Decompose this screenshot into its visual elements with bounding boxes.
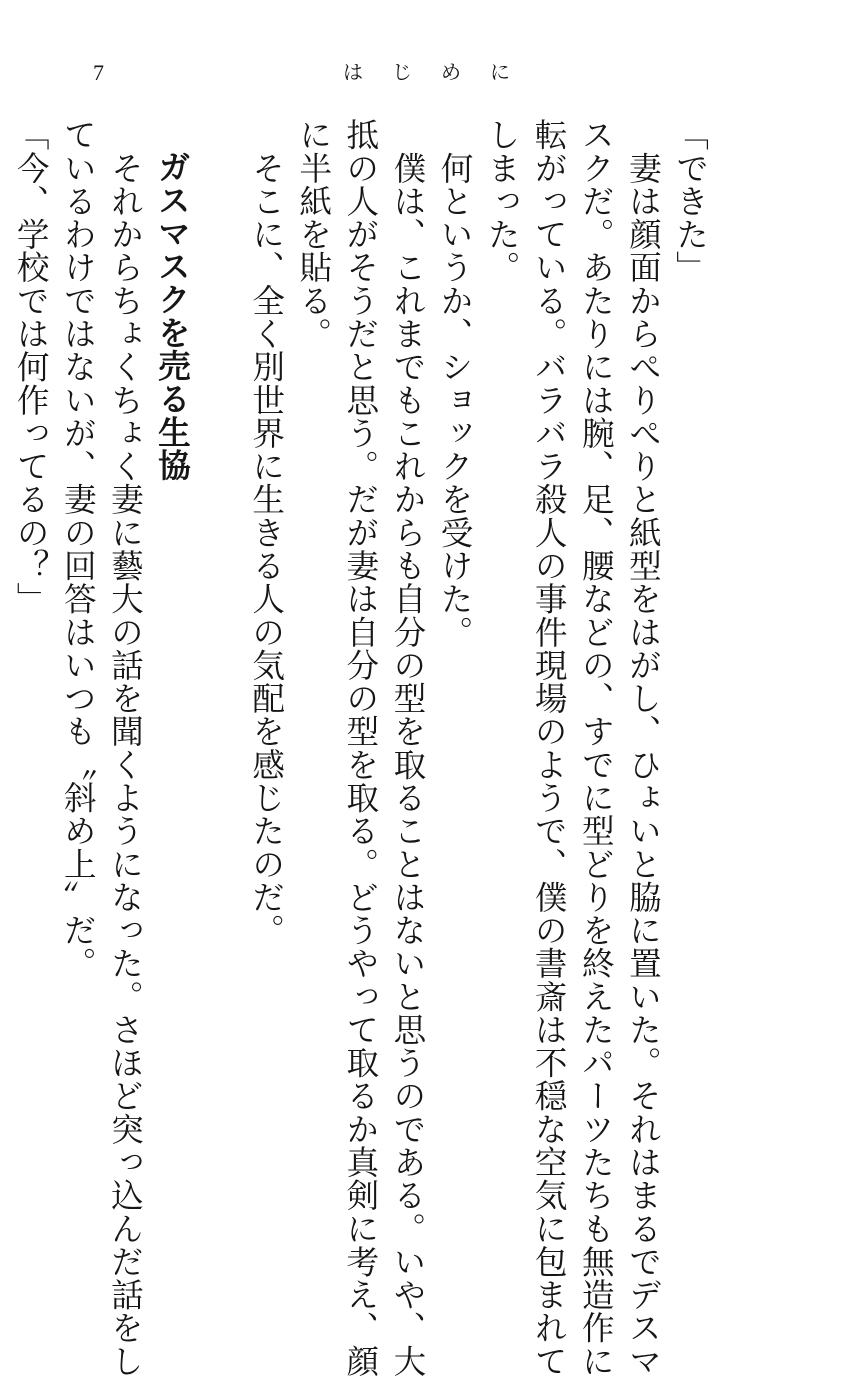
running-head: はじめに bbox=[343, 60, 539, 84]
text-line: そこに、全く別世界に生きる人の気配を感じたのだ。 bbox=[247, 118, 286, 947]
text-line: 妻は顔面からぺりぺりと紙型をはがし、ひょいと脇に置いた。それはまるでデスマ bbox=[623, 118, 662, 1377]
section-heading: ガスマスクを売る生協 bbox=[152, 150, 191, 482]
text-line: 「今、学校では何作ってるの？」 bbox=[11, 118, 50, 616]
text-line: に半紙を貼る。 bbox=[294, 118, 333, 350]
text-line: それからちょくちょく妻に藝大の話を聞くようになった。さほど突っ込んだ話をし bbox=[105, 118, 144, 1377]
text-line: ているわけではないが、妻の回答はいつも〝斜め上〟だ。 bbox=[58, 118, 97, 980]
text-line: 僕は、これまでもこれからも自分の型を取ることはないと思うのである。いや、大 bbox=[388, 118, 427, 1377]
page-number: 7 bbox=[93, 60, 104, 85]
text-line: スクだ。あたりには腕、足、腰などの、すでに型どりを終えたパーツたちも無造作に bbox=[576, 118, 615, 1377]
body-text bbox=[7, 118, 713, 1377]
text-line: しまった。 bbox=[482, 118, 521, 284]
text-line: 「できた」 bbox=[671, 118, 709, 284]
text-line: 転がっている。バラバラ殺人の事件現場のようで、僕の書斎は不穏な空気に包まれて bbox=[529, 118, 568, 1377]
text-line: 抵の人がそうだと思う。だが妻は自分の型を取る。どうやって取るか真剣に考え、顔 bbox=[341, 118, 380, 1377]
blank-line bbox=[195, 118, 242, 1138]
text-line: 何というか、ショックを受けた。 bbox=[435, 118, 474, 649]
